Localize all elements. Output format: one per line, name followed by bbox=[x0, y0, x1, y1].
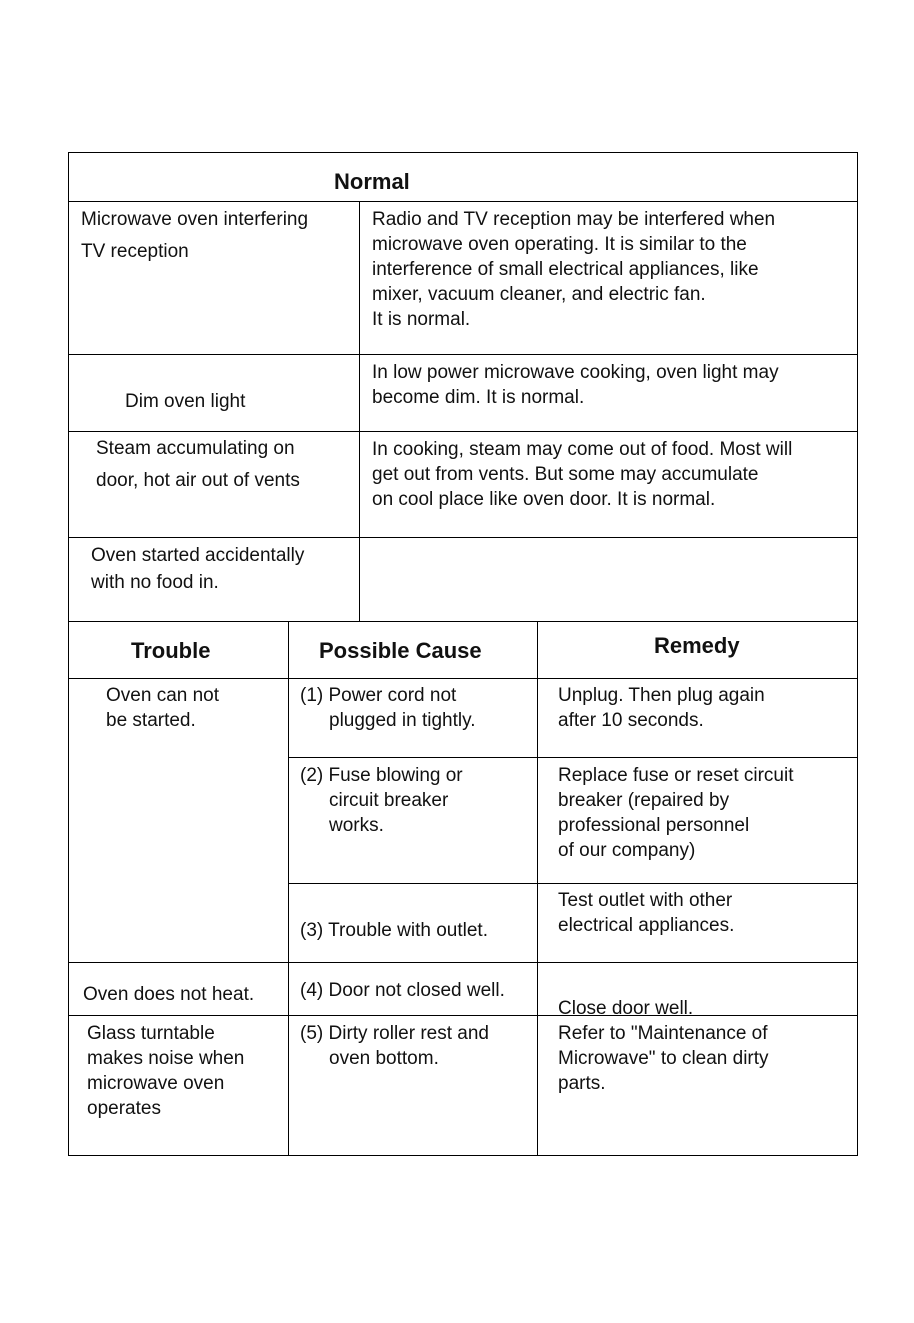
divider bbox=[68, 201, 858, 202]
remedy-cell: Refer to "Maintenance of Microwave" to clean dirty parts. bbox=[558, 1023, 769, 1094]
divider bbox=[288, 757, 858, 758]
remedy-header: Remedy bbox=[654, 633, 740, 658]
normal-issue: Steam accumulating on door, hot air out of vents bbox=[96, 438, 300, 491]
cause-cell: (1) Power cord not plugged in tightly. bbox=[300, 685, 476, 731]
cause-cell: (3) Trouble with outlet. bbox=[300, 920, 488, 941]
normal-issue: Microwave oven interfering TV reception bbox=[81, 209, 309, 262]
divider bbox=[68, 678, 858, 679]
trouble-cell: Oven can not be started. bbox=[106, 685, 220, 731]
cause-cell: (4) Door not closed well. bbox=[300, 980, 505, 1001]
remedy-cell: Close door well. bbox=[558, 998, 694, 1019]
remedy-cell: Test outlet with other electrical appliances. bbox=[558, 890, 735, 936]
divider bbox=[288, 883, 858, 884]
cause-cell: (5) Dirty roller rest and oven bottom. bbox=[300, 1023, 489, 1069]
normal-section-title: Normal bbox=[334, 169, 410, 194]
divider bbox=[288, 621, 289, 1156]
normal-issue: Dim oven light bbox=[125, 391, 246, 412]
divider bbox=[359, 201, 360, 621]
cause-cell: (2) Fuse blowing or circuit breaker works. bbox=[300, 765, 463, 836]
divider bbox=[68, 537, 858, 538]
possible-cause-header: Possible Cause bbox=[319, 638, 482, 663]
trouble-header: Trouble bbox=[131, 638, 211, 663]
divider bbox=[68, 354, 858, 355]
divider bbox=[68, 431, 858, 432]
trouble-cell: Glass turntable makes noise when microwave oven operates bbox=[87, 1023, 245, 1119]
divider bbox=[68, 962, 858, 963]
normal-explanation: In cooking, steam may come out of food. Most will get out from vents. But some may accumulate on cool place like oven door. It is normal. bbox=[372, 439, 793, 510]
divider bbox=[68, 621, 858, 622]
remedy-cell: Unplug. Then plug again after 10 seconds. bbox=[558, 685, 765, 731]
remedy-cell: Replace fuse or reset circuit breaker (repaired by professional personnel of our company) bbox=[558, 765, 794, 861]
trouble-cell: Oven does not heat. bbox=[83, 984, 255, 1005]
divider bbox=[537, 621, 538, 1156]
normal-explanation: Radio and TV reception may be interfered when microwave oven operating. It is similar to the interference of small electrical appliances, like mixer, vacuum cleaner, and electric fan. It is normal. bbox=[372, 209, 776, 330]
divider bbox=[68, 1015, 858, 1016]
normal-issue: Oven started accidentally with no food in. bbox=[91, 545, 305, 593]
normal-explanation: In low power microwave cooking, oven light may become dim. It is normal. bbox=[372, 362, 779, 408]
